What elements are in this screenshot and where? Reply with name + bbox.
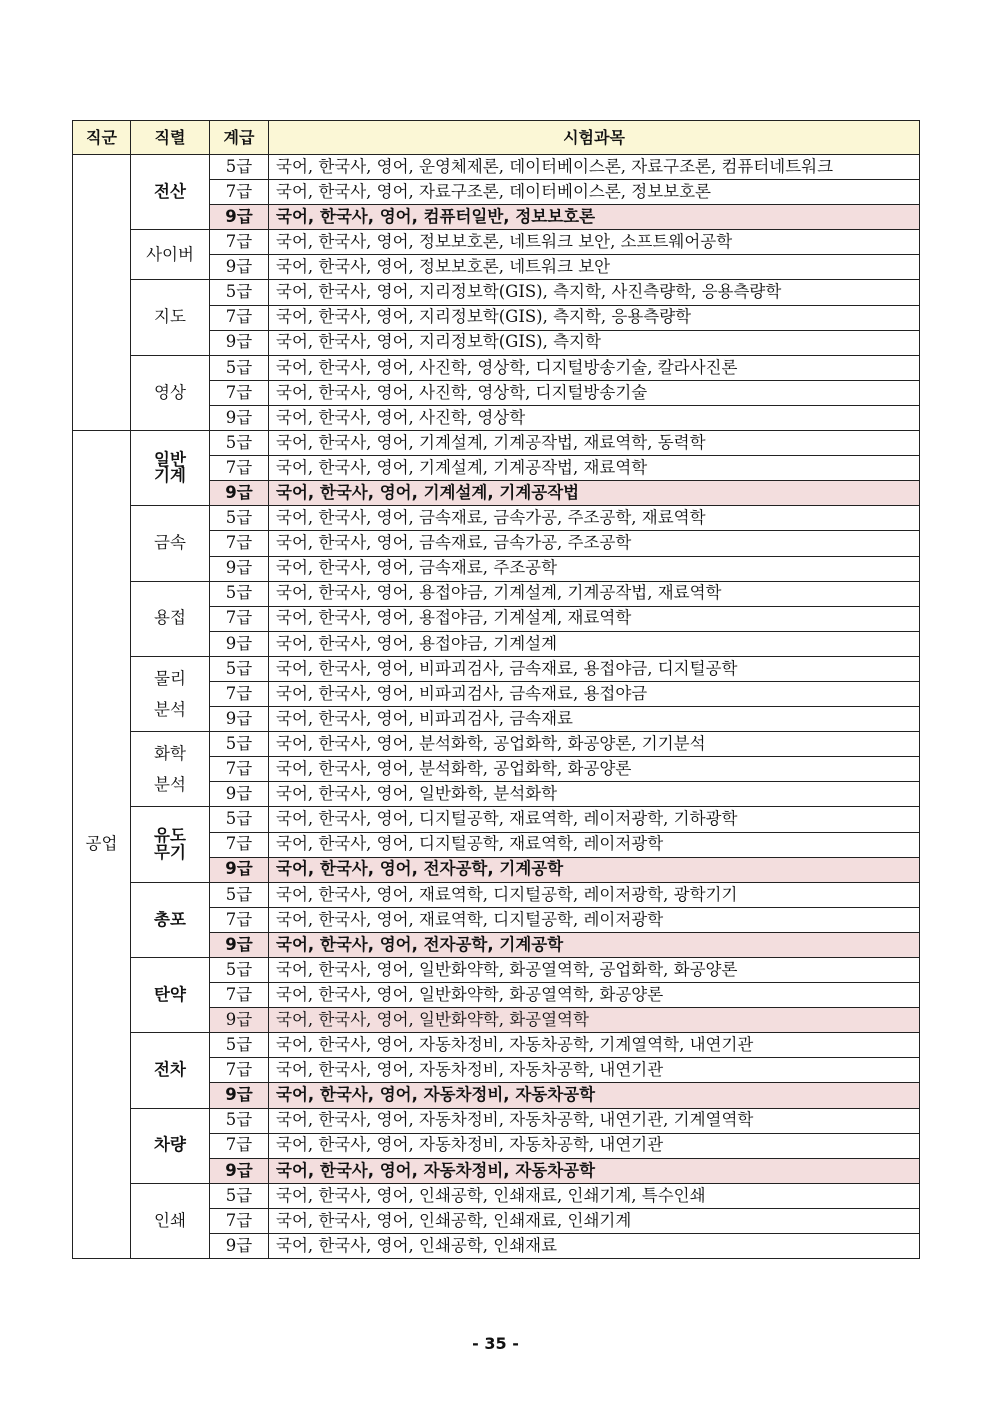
table-row (73, 581, 920, 606)
grade-cell: 7급 (210, 757, 269, 782)
job-series-label: 총포 (154, 909, 186, 929)
exam-subjects-cell: 국어, 한국사, 영어, 재료역학, 디지털공학, 레이저광학 (269, 907, 920, 932)
exam-subjects-cell: 국어, 한국사, 영어, 사진학, 영상학, 디지털방송기술, 칼라사진론 (269, 355, 920, 380)
exam-subjects-table (72, 120, 920, 1259)
job-series-label: 용접 (154, 608, 186, 628)
job-series-label: 유도 (154, 826, 186, 846)
job-series-cell (131, 355, 210, 430)
grade-cell: 9급 (210, 1083, 269, 1108)
exam-subjects-cell: 국어, 한국사, 영어, 자동차정비, 자동차공학, 내연기관, 기계열역학 (269, 1108, 920, 1133)
exam-subjects-cell: 국어, 한국사, 영어, 지리정보학(GIS), 측지학, 응용측량학 (269, 305, 920, 330)
job-series-label: 지도 (154, 307, 186, 327)
grade-cell: 9급 (210, 857, 269, 882)
grade-cell: 5급 (210, 280, 269, 305)
table-row (73, 230, 920, 255)
grade-cell: 9급 (210, 205, 269, 230)
exam-subjects-cell: 국어, 한국사, 영어, 기계설계, 기계공작법, 재료역학, 동력학 (269, 431, 920, 456)
grade-cell: 7급 (210, 681, 269, 706)
job-series-cell (131, 807, 210, 882)
job-series-cell (131, 1033, 210, 1108)
exam-subjects-cell: 국어, 한국사, 영어, 일반화학, 분석화학 (269, 782, 920, 807)
header-job-group: 직군 (73, 121, 131, 155)
grade-cell: 7급 (210, 1133, 269, 1158)
grade-cell: 9급 (210, 405, 269, 430)
table-row (73, 1108, 920, 1133)
table-row (73, 506, 920, 531)
grade-cell: 7급 (210, 832, 269, 857)
grade-cell: 5급 (210, 581, 269, 606)
job-series-cell (131, 882, 210, 957)
job-series-label: 무기 (154, 842, 186, 862)
exam-subjects-cell: 국어, 한국사, 영어, 전자공학, 기계공학 (269, 932, 920, 957)
exam-subjects-cell: 국어, 한국사, 영어, 금속재료, 금속가공, 주조공학 (269, 531, 920, 556)
job-series-label: 전산 (154, 181, 186, 201)
exam-subjects-cell: 국어, 한국사, 영어, 일반화약학, 화공열역학, 화공양론 (269, 983, 920, 1008)
exam-subjects-cell: 국어, 한국사, 영어, 자동차정비, 자동차공학, 기계열역학, 내연기관 (269, 1033, 920, 1058)
grade-cell: 7급 (210, 305, 269, 330)
exam-subjects-cell: 국어, 한국사, 영어, 전자공학, 기계공학 (269, 857, 920, 882)
job-series-cell (131, 1183, 210, 1258)
grade-cell: 7급 (210, 1208, 269, 1233)
grade-cell: 9급 (210, 782, 269, 807)
exam-subjects-cell: 국어, 한국사, 영어, 인쇄공학, 인쇄재료, 인쇄기계 (269, 1208, 920, 1233)
grade-cell: 5급 (210, 656, 269, 681)
grade-cell: 7급 (210, 907, 269, 932)
job-series-cell (131, 280, 210, 355)
job-series-label: 탄약 (154, 984, 186, 1004)
grade-cell: 5급 (210, 1033, 269, 1058)
grade-cell: 7급 (210, 456, 269, 481)
exam-subjects-cell: 국어, 한국사, 영어, 비파괴검사, 금속재료, 용접야금, 디지털공학 (269, 656, 920, 681)
job-series-label: 금속 (154, 533, 186, 553)
exam-subjects-cell: 국어, 한국사, 영어, 비파괴검사, 금속재료, 용접야금 (269, 681, 920, 706)
job-series-cell (131, 656, 210, 731)
grade-cell: 7급 (210, 983, 269, 1008)
table-row (73, 732, 920, 757)
exam-subjects-cell: 국어, 한국사, 영어, 재료역학, 디지털공학, 레이저광학, 광학기기 (269, 882, 920, 907)
exam-subjects-cell: 국어, 한국사, 영어, 디지털공학, 재료역학, 레이저광학 (269, 832, 920, 857)
job-series-cell (131, 958, 210, 1033)
job-series-label: 기계 (154, 466, 186, 486)
job-series-cell (131, 230, 210, 280)
exam-subjects-cell: 국어, 한국사, 영어, 컴퓨터일반, 정보보호론 (269, 205, 920, 230)
grade-cell: 5급 (210, 431, 269, 456)
job-series-cell (131, 581, 210, 656)
job-series-label: 사이버 (146, 244, 194, 264)
job-series-label: 차량 (154, 1135, 186, 1155)
exam-subjects-cell: 국어, 한국사, 영어, 인쇄공학, 인쇄재료, 인쇄기계, 특수인쇄 (269, 1183, 920, 1208)
table-row (73, 656, 920, 681)
grade-cell: 9급 (210, 556, 269, 581)
job-series-label: 분석 (154, 700, 186, 720)
grade-cell: 5급 (210, 1183, 269, 1208)
table-row (73, 431, 920, 456)
exam-subjects-cell: 국어, 한국사, 영어, 사진학, 영상학 (269, 405, 920, 430)
table-row (73, 807, 920, 832)
grade-cell: 5급 (210, 355, 269, 380)
exam-subjects-cell: 국어, 한국사, 영어, 자동차정비, 자동차공학, 내연기관 (269, 1133, 920, 1158)
exam-subjects-cell: 국어, 한국사, 영어, 인쇄공학, 인쇄재료 (269, 1234, 920, 1259)
grade-cell: 9급 (210, 481, 269, 506)
table-row (73, 155, 920, 180)
grade-cell: 9급 (210, 1234, 269, 1259)
job-series-label: 전차 (154, 1060, 186, 1080)
job-series-label: 물리 (154, 668, 186, 688)
table-row (73, 882, 920, 907)
table-row (73, 355, 920, 380)
grade-cell: 5급 (210, 506, 269, 531)
exam-subjects-cell: 국어, 한국사, 영어, 비파괴검사, 금속재료 (269, 707, 920, 732)
job-series-cell (131, 431, 210, 506)
grade-cell: 9급 (210, 255, 269, 280)
exam-subjects-cell: 국어, 한국사, 영어, 지리정보학(GIS), 측지학 (269, 330, 920, 355)
table-row (73, 1183, 920, 1208)
table-row (73, 1033, 920, 1058)
job-series-label: 영상 (154, 382, 186, 402)
job-series-cell (131, 506, 210, 581)
exam-subjects-cell: 국어, 한국사, 영어, 일반화약학, 화공열역학 (269, 1008, 920, 1033)
header-grade: 계급 (210, 121, 269, 155)
header-exam-subjects: 시험과목 (269, 121, 920, 155)
grade-cell: 5급 (210, 1108, 269, 1133)
grade-cell: 9급 (210, 330, 269, 355)
exam-subjects-cell: 국어, 한국사, 영어, 분석화학, 공업화학, 화공양론, 기기분석 (269, 732, 920, 757)
table-header-row (73, 121, 920, 155)
exam-subjects-cell: 국어, 한국사, 영어, 용접야금, 기계설계, 기계공작법, 재료역학 (269, 581, 920, 606)
exam-subjects-cell: 국어, 한국사, 영어, 자료구조론, 데이터베이스론, 정보보호론 (269, 180, 920, 205)
grade-cell: 5급 (210, 958, 269, 983)
exam-subjects-cell: 국어, 한국사, 영어, 운영체제론, 데이터베이스론, 자료구조론, 컴퓨터네트워크 (269, 155, 920, 180)
job-series-label: 인쇄 (154, 1210, 186, 1230)
table-row (73, 280, 920, 305)
job-series-label: 화학 (154, 743, 186, 763)
grade-cell: 7급 (210, 230, 269, 255)
exam-subjects-cell: 국어, 한국사, 영어, 금속재료, 금속가공, 주조공학, 재료역학 (269, 506, 920, 531)
grade-cell: 7급 (210, 606, 269, 631)
header-job-series: 직렬 (131, 121, 210, 155)
grade-cell: 5급 (210, 732, 269, 757)
grade-cell: 9급 (210, 1008, 269, 1033)
job-group-cell (73, 155, 131, 431)
job-series-label: 일반 (154, 449, 186, 469)
grade-cell: 9급 (210, 707, 269, 732)
exam-subjects-cell: 국어, 한국사, 영어, 자동차정비, 자동차공학 (269, 1083, 920, 1108)
exam-subjects-cell: 국어, 한국사, 영어, 기계설계, 기계공작법, 재료역학 (269, 456, 920, 481)
exam-subjects-cell: 국어, 한국사, 영어, 정보보호론, 네트워크 보안, 소프트웨어공학 (269, 230, 920, 255)
table-body (73, 155, 920, 1259)
grade-cell: 5급 (210, 882, 269, 907)
exam-subjects-cell: 국어, 한국사, 영어, 디지털공학, 재료역학, 레이저광학, 기하광학 (269, 807, 920, 832)
exam-subjects-cell: 국어, 한국사, 영어, 사진학, 영상학, 디지털방송기술 (269, 380, 920, 405)
job-series-cell (131, 1108, 210, 1183)
grade-cell: 5급 (210, 155, 269, 180)
exam-subjects-cell: 국어, 한국사, 영어, 기계설계, 기계공작법 (269, 481, 920, 506)
exam-subjects-cell: 국어, 한국사, 영어, 분석화학, 공업화학, 화공양론 (269, 757, 920, 782)
table-row (73, 958, 920, 983)
grade-cell: 9급 (210, 631, 269, 656)
exam-subjects-cell: 국어, 한국사, 영어, 일반화약학, 화공열역학, 공업화학, 화공양론 (269, 958, 920, 983)
job-series-cell (131, 155, 210, 230)
exam-subjects-cell: 국어, 한국사, 영어, 용접야금, 기계설계, 재료역학 (269, 606, 920, 631)
page-number: - 35 - (472, 1334, 519, 1353)
grade-cell: 7급 (210, 531, 269, 556)
exam-subjects-cell: 국어, 한국사, 영어, 자동차정비, 자동차공학 (269, 1158, 920, 1183)
job-series-cell (131, 732, 210, 807)
job-series-label: 분석 (154, 775, 186, 795)
grade-cell: 9급 (210, 1158, 269, 1183)
grade-cell: 5급 (210, 807, 269, 832)
exam-subjects-cell: 국어, 한국사, 영어, 지리정보학(GIS), 측지학, 사진측량학, 응용측량학 (269, 280, 920, 305)
exam-subjects-cell: 국어, 한국사, 영어, 용접야금, 기계설계 (269, 631, 920, 656)
exam-subjects-cell: 국어, 한국사, 영어, 자동차정비, 자동차공학, 내연기관 (269, 1058, 920, 1083)
grade-cell: 9급 (210, 932, 269, 957)
grade-cell: 7급 (210, 380, 269, 405)
grade-cell: 7급 (210, 1058, 269, 1083)
exam-subjects-cell: 국어, 한국사, 영어, 금속재료, 주조공학 (269, 556, 920, 581)
job-group-cell: 공업 (73, 431, 131, 1259)
grade-cell: 7급 (210, 180, 269, 205)
exam-subjects-cell: 국어, 한국사, 영어, 정보보호론, 네트워크 보안 (269, 255, 920, 280)
